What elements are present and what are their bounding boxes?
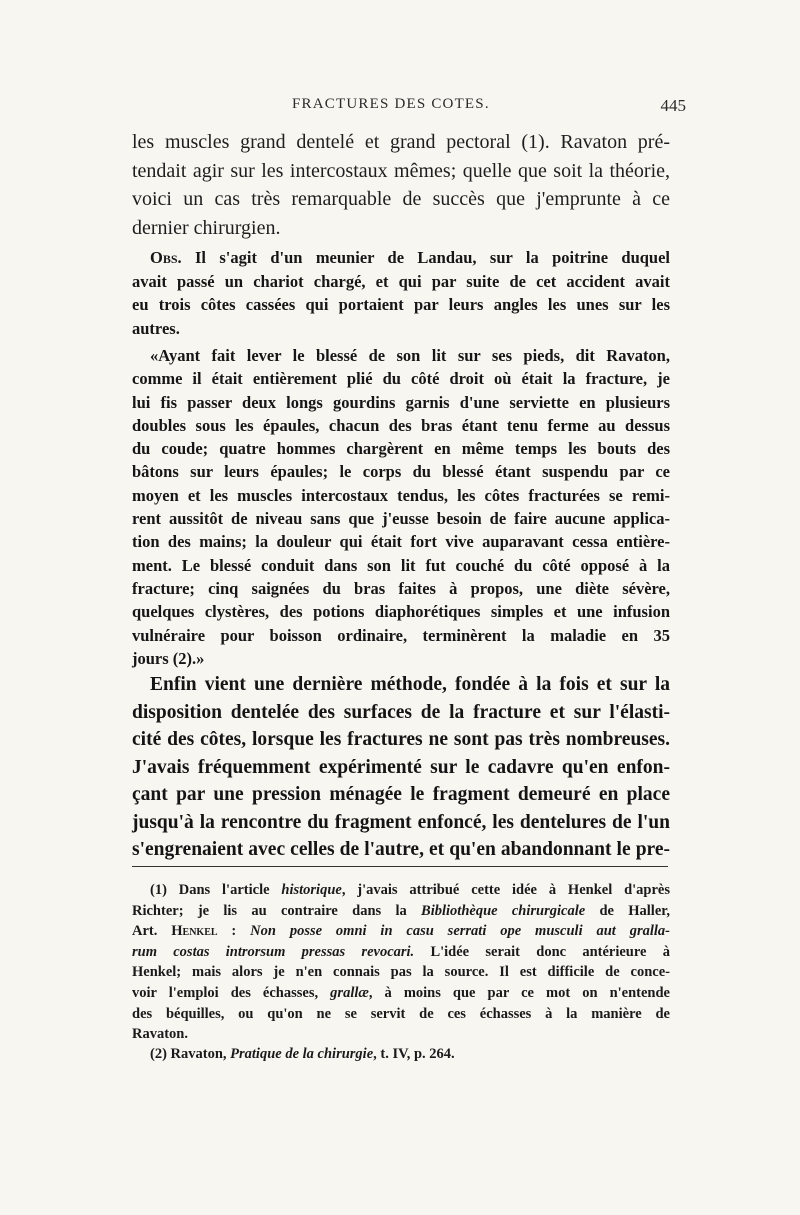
text-line: quelques clystères, des potions diaphorétiques simples et une infusion	[132, 602, 670, 622]
footnote-italic: grallæ	[330, 984, 369, 1001]
method-paragraph	[132, 671, 670, 864]
text-line: lui fis passer deux longs gourdins garnis d'une serviette en plusieurs	[132, 392, 670, 412]
footnote-line	[132, 942, 670, 963]
text-line: voici un cas très remarquable de succès que j'emprunte à ce	[132, 188, 670, 210]
footnote-text: , à moins que par ce mot on n'entende	[368, 984, 670, 1001]
footnote-text: Art.	[132, 923, 172, 940]
text-line: çant par une pression ménagée le fragment demeuré en place	[132, 784, 670, 805]
text-line: disposition dentelée des surfaces de la fracture et sur l'élasti-	[132, 701, 670, 723]
text-line: moyen et les muscles intercostaux tendus, les côtes fracturées se remi-	[132, 485, 670, 505]
footnote-text: , j'avais attribué cette idée à Henkel d'après	[341, 882, 671, 898]
text-line: doubles sous les épaules, chacun des bras étant tenu ferme au dessus	[132, 415, 670, 435]
footnote-italic: Bibliothèque chirurgicale	[421, 902, 586, 919]
footnote-text: , t. IV, p. 264.	[373, 1046, 455, 1062]
text-line: eu trois côtes cassées qui portaient par leurs angles les unes sur les	[132, 295, 670, 315]
text-line: dernier chirurgien.	[132, 216, 281, 239]
footnote-line: Henkel; mais alors je n'en connais pas la source. Il est difficile de conce-	[132, 964, 670, 981]
text-line: vulnéraire pour boisson ordinaire, terminèrent la maladie en 35	[132, 625, 670, 645]
text-line: J'avais fréquemment expérimenté sur le cadavre qu'en enfon-	[132, 756, 670, 778]
footnote-separator	[132, 866, 668, 867]
text-line: fracture; cinq saignées du bras faites à propos, une diète sévère,	[132, 578, 670, 598]
text-line: «Ayant fait lever le blessé de son lit sur ses pieds, dit Ravaton,	[150, 346, 670, 365]
footnote-text: de Haller,	[585, 902, 670, 919]
footnote-italic: Pratique de la chirurgie	[230, 1046, 374, 1062]
footnote-line: des béquilles, ou qu'on ne se servit de ces échasses à la manière de	[132, 1005, 670, 1022]
text-line: s'engrenaient avec celles de l'autre, et qu'en abandonnant le pre-	[132, 839, 670, 860]
page-number: 445	[660, 96, 686, 115]
footnote-1	[132, 880, 670, 1045]
footnote-italic: historique	[281, 882, 342, 898]
footnote-text: voir l'emploi des échasses,	[132, 984, 331, 1001]
footnote-line	[132, 1044, 670, 1065]
text-line: Enfin vient une dernière méthode, fondée à la fois et sur la	[150, 674, 670, 695]
text-line: tendait agir sur les intercostaux mêmes; quelle que soit la théorie,	[132, 159, 670, 182]
running-title: FRACTURES DES COTES.	[292, 96, 490, 112]
text-line: jusqu'à la rencontre du fragment enfoncé, les dentelures de l'un	[132, 811, 670, 833]
text-line: les muscles grand dentelé et grand pectoral (1). Ravaton pré-	[132, 131, 670, 153]
footnote-line	[132, 901, 670, 922]
text-line	[132, 246, 670, 270]
text-line: jours (2).»	[132, 648, 205, 668]
obs-label: Obs.	[150, 248, 182, 267]
intro-paragraph	[132, 128, 670, 242]
footnote-text: L'idée serait donc antérieure à	[414, 943, 670, 960]
text-line: ment. Le blessé conduit dans son lit fut couché du côté opposé à la	[132, 555, 670, 575]
footnote-text: (2) Ravaton,	[150, 1046, 231, 1062]
text-line: autres.	[132, 318, 180, 338]
text-line: tion des mains; la douleur qui était fort vive auparavant cessa entière-	[132, 532, 670, 552]
footnote-text: :	[217, 923, 251, 940]
quotation-paragraph	[132, 344, 670, 670]
text-line: bâtons sur leurs épaules; le corps du blessé étant suspendu par ce	[132, 462, 670, 482]
footnote-italic: Non posse omni in casu serrati ope musculi aut gralla-	[250, 923, 670, 940]
obs-text: Il s'agit d'un meunier de Landau, sur la poitrine duquel	[195, 248, 671, 267]
footnote-line	[132, 983, 670, 1004]
footnote-2	[132, 1044, 670, 1065]
footnote-smallcaps: Henkel	[171, 923, 218, 940]
page-header	[132, 96, 686, 120]
footnote-line	[132, 880, 670, 901]
text-line: comme il était entièrement plié du côté droit où était la fracture, je	[132, 369, 670, 389]
observation-paragraph	[132, 246, 670, 340]
footnote-italic: rum costas introrsum pressas revocari.	[132, 943, 415, 960]
footnote-text: (1) Dans l'article	[150, 882, 282, 898]
footnote-text: Richter; je lis au contraire dans la	[132, 902, 422, 919]
text-line: du coude; quatre hommes chargèrent en même temps les bouts des	[132, 439, 670, 459]
text-line: avait passé un chariot chargé, et qui par suite de cet accident avait	[132, 271, 670, 291]
footnote-line: Ravaton.	[132, 1026, 188, 1043]
footnote-line	[132, 921, 670, 942]
text-line: cité des côtes, lorsque les fractures ne sont pas très nombreuses.	[132, 729, 670, 750]
text-line: rent aussitôt de niveau sans que j'eusse besoin de faire aucune applica-	[132, 509, 670, 529]
